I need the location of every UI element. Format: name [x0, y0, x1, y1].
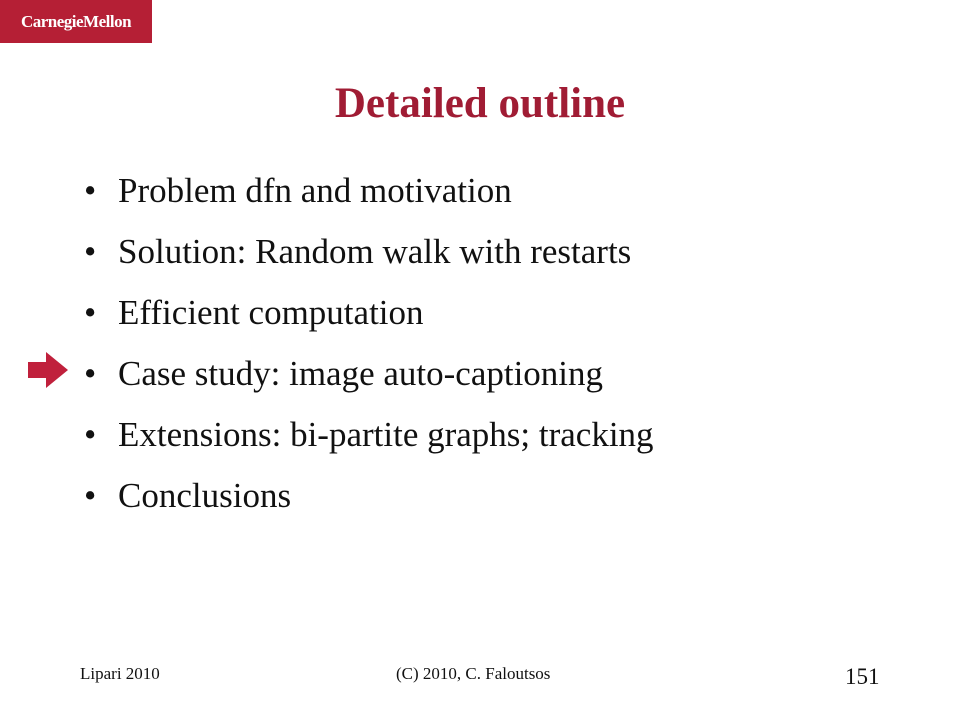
bullet-item	[84, 160, 654, 221]
bullet-text: Case study: image auto-captioning	[118, 353, 604, 393]
bullet-text: Conclusions	[118, 475, 292, 515]
bullet-dot: •	[84, 292, 97, 332]
bullet-dot: •	[84, 231, 97, 271]
right-arrow-icon	[28, 352, 68, 388]
bullet-dot: •	[84, 170, 97, 210]
slide-title: Detailed outline	[334, 80, 626, 127]
bullet-item	[84, 465, 654, 526]
page-number: 151	[845, 664, 880, 689]
bullet-text: Solution: Random walk with restarts	[118, 231, 632, 271]
bullet-dot: •	[84, 353, 97, 393]
carnegie-mellon-logo: CarnegieMellon	[0, 0, 152, 43]
bullet-list	[84, 160, 654, 526]
bullet-text: Extensions: bi-partite graphs; tracking	[118, 414, 654, 454]
bullet-dot: •	[84, 414, 97, 454]
bullet-text: Efficient computation	[118, 292, 424, 332]
footer-copyright: (C) 2010, C. Faloutsos	[396, 664, 551, 683]
bullet-item-current	[84, 343, 654, 404]
bullet-dot: •	[84, 475, 97, 515]
bullet-text: Problem dfn and motivation	[118, 170, 512, 210]
bullet-item	[84, 404, 654, 465]
bullet-item	[84, 282, 654, 343]
bullet-item	[84, 221, 654, 282]
footer-event: Lipari 2010	[80, 664, 160, 683]
